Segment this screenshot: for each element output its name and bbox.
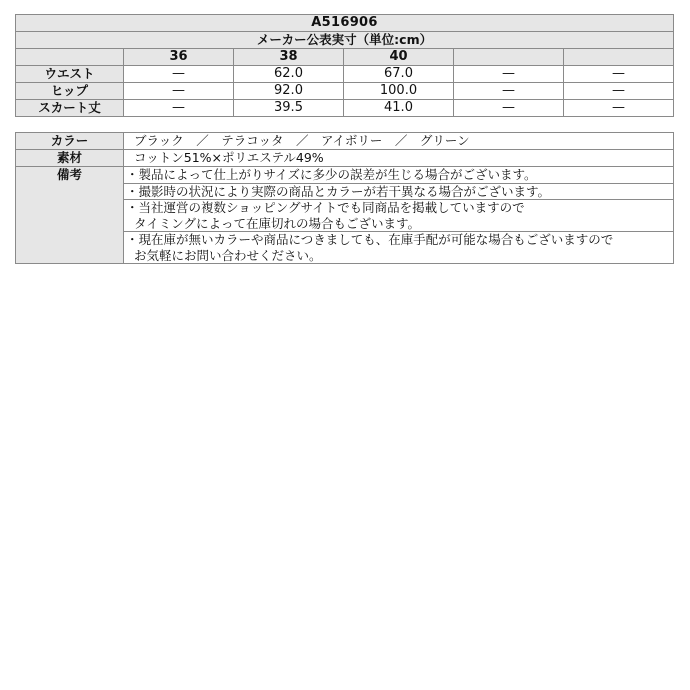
color-label: カラー [16,133,124,150]
size-table-subtitle-row [16,32,674,49]
size-header-cell [16,49,124,66]
row-label-skirt-length: スカート丈 [16,100,124,117]
row-label-hip: ヒップ [16,83,124,100]
measurement-cell: — [124,83,234,100]
material-label: 素材 [16,150,124,167]
note-line: ・現在庫が無いカラーや商品につきましても、在庫手配が可能な場合もございますので [126,232,614,247]
size-table [15,14,674,117]
info-table [15,132,674,264]
measurement-cell: — [454,66,564,83]
measurement-cell: — [564,100,674,117]
measurement-cell: 39.5 [234,100,344,117]
product-code: A516906 [16,15,674,32]
measurement-cell: — [454,83,564,100]
measurement-cell: — [124,66,234,83]
size-header-row [16,49,674,66]
size-table-title-row [16,15,674,32]
size-header-cell [564,49,674,66]
material-row [16,150,674,167]
measurement-cell: 100.0 [344,83,454,100]
measurement-cell: 62.0 [234,66,344,83]
color-row [16,133,674,150]
table-row [16,100,674,117]
note-item [124,200,674,232]
size-header-cell: 40 [344,49,454,66]
note-line: タイミングによって在庫切れの場合もございます。 [134,215,421,231]
measurement-cell: — [564,66,674,83]
size-header-cell: 36 [124,49,234,66]
note-item [124,232,674,264]
table-row [16,83,674,100]
size-header-cell: 38 [234,49,344,66]
row-label-waist: ウエスト [16,66,124,83]
measurement-cell: 92.0 [234,83,344,100]
material-value: コットン51%×ポリエステル49% [124,150,674,167]
measurement-cell: — [124,100,234,117]
size-header-cell [454,49,564,66]
measurement-cell: 67.0 [344,66,454,83]
note-item [124,167,674,184]
measurement-cell: — [564,83,674,100]
measurement-cell: — [454,100,564,117]
table-row [16,66,674,83]
notes-label: 備考 [16,167,124,264]
note-line: ・当社運営の複数ショッピングサイトでも同商品を掲載していますので [126,200,525,215]
note-line: お気軽にお問い合わせください。 [134,247,322,263]
measurement-cell: 41.0 [344,100,454,117]
color-value: ブラック ／ テラコッタ ／ アイボリー ／ グリーン [124,133,674,150]
size-table-subtitle: メーカー公表実寸（単位:cm） [16,32,674,49]
note-line: ・製品によって仕上がりサイズに多少の誤差が生じる場合がございます。 [126,167,537,182]
note-line: ・撮影時の状況により実際の商品とカラーが若干異なる場合がございます。 [126,183,551,199]
note-item [124,183,674,200]
note-row [16,167,674,184]
